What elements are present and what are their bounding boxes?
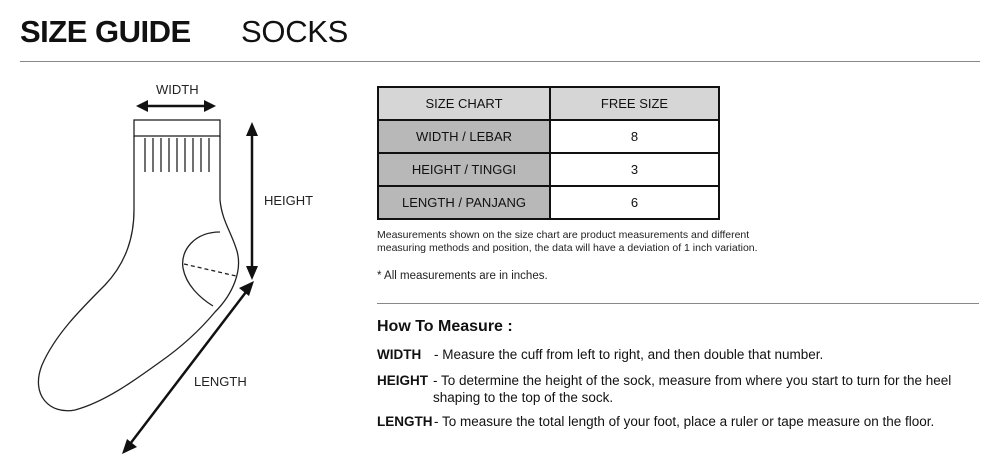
how-to-title: How To Measure : — [377, 318, 513, 335]
row-label-length: LENGTH / PANJANG — [378, 186, 550, 219]
sock-ribbing — [145, 138, 209, 172]
heel-dashed-line — [184, 264, 236, 276]
size-chart-header-size: FREE SIZE — [550, 87, 719, 120]
length-arrow — [122, 281, 254, 454]
row-value-width: 8 — [550, 120, 719, 153]
size-chart-table — [377, 86, 720, 220]
row-label-width: WIDTH / LEBAR — [378, 120, 550, 153]
page-subtitle: SOCKS — [241, 14, 349, 49]
measure-desc: - To determine the height of the sock, measure from where you start to turn for the heel shaping to the top of the sock. — [433, 373, 952, 405]
width-arrow — [136, 100, 216, 112]
measure-term: WIDTH — [377, 347, 422, 362]
deviation-note: Measurements shown on the size chart are product measurements and different measuring methods and position, the data will have a deviation of 1 inch variation. — [377, 229, 758, 254]
size-chart-header-row — [378, 87, 719, 120]
row-value-length: 6 — [550, 186, 719, 219]
table-row — [378, 186, 719, 219]
measure-item-height — [377, 372, 977, 405]
size-chart-header-label: SIZE CHART — [378, 87, 550, 120]
height-label: HEIGHT — [264, 193, 314, 208]
measure-item-width — [377, 346, 977, 363]
measure-item-length — [377, 413, 977, 430]
sock-heel — [183, 232, 220, 306]
length-label: LENGTH — [194, 374, 247, 389]
measure-term: HEIGHT — [377, 373, 429, 388]
section-divider — [377, 303, 979, 304]
units-note: * All measurements are in inches. — [377, 270, 548, 282]
row-label-height: HEIGHT / TINGGI — [378, 153, 550, 186]
table-row — [378, 120, 719, 153]
measure-desc: - To measure the total length of your foot, place a ruler or tape measure on the floor. — [434, 414, 935, 429]
height-arrow — [246, 122, 258, 280]
measure-desc: - Measure the cuff from left to right, and then double that number. — [434, 347, 824, 362]
measure-term: LENGTH — [377, 414, 433, 429]
sock-diagram — [0, 62, 300, 462]
row-value-height: 3 — [550, 153, 719, 186]
sock-outline — [38, 136, 238, 411]
table-row — [378, 153, 719, 186]
width-label: WIDTH — [156, 82, 199, 97]
sock-cuff — [134, 120, 220, 136]
page-title: SIZE GUIDE — [20, 14, 191, 49]
